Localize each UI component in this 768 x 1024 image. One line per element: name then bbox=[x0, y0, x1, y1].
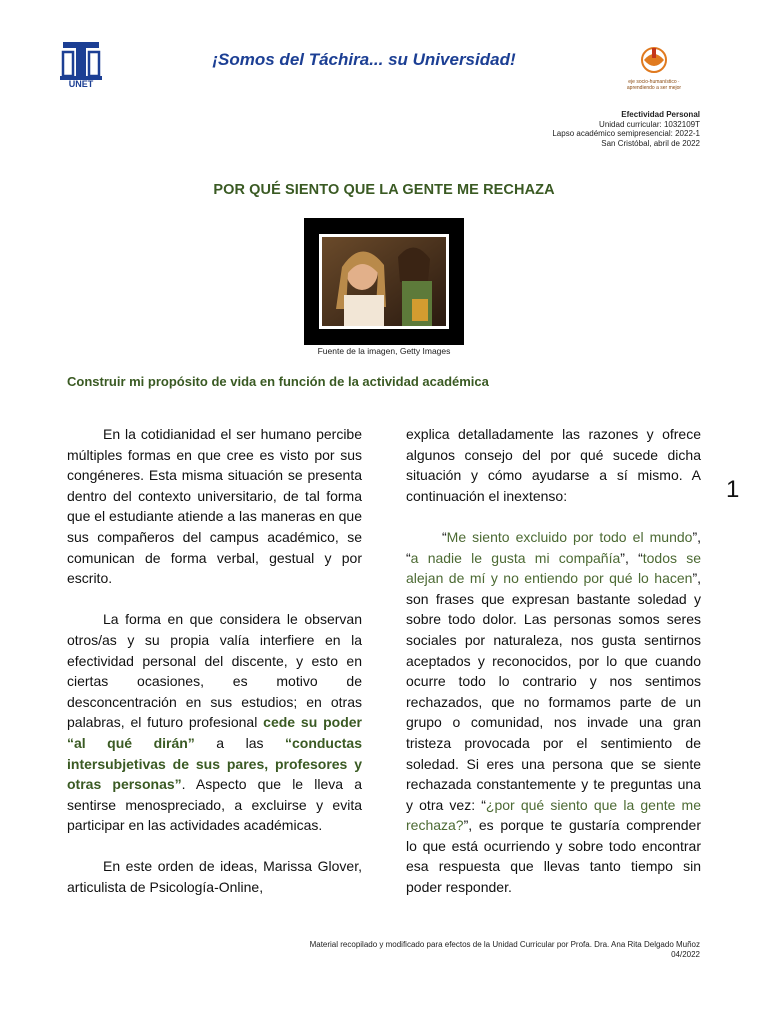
quote-1: Me siento excluido por todo el mundo bbox=[446, 528, 693, 545]
banner-slogan bbox=[208, 42, 520, 78]
text-column-right bbox=[406, 424, 701, 898]
course-period: Lapso académico semipresencial: 2022-1 bbox=[552, 129, 700, 138]
quote-4: ¿por qué siento que la gente me rechaza? bbox=[406, 796, 702, 834]
paragraph-2 bbox=[67, 609, 362, 836]
quote-3: todos se alejan de mí y no entiendo por qué lo hacen bbox=[406, 549, 701, 587]
course-meta bbox=[552, 110, 700, 148]
footer-credit: Material recopilado y modificado para efectos de la Unidad Curricular por Profa. Dra. Ana Rita Delgado Muñoz bbox=[309, 940, 700, 949]
text-column-left bbox=[67, 424, 362, 898]
paragraph-2-text-c: a las bbox=[194, 734, 285, 751]
paragraph-5-sep-1: ”, “ bbox=[406, 528, 701, 566]
article-photo bbox=[304, 218, 464, 345]
article-title: POR QUÉ SIENTO QUE LA GENTE ME RECHAZA bbox=[213, 182, 555, 198]
socio-humanistic-logo bbox=[626, 46, 682, 94]
article-subtitle: Construir mi propósito de vida en función de la actividad académica bbox=[67, 374, 489, 389]
footer-date: 04/2022 bbox=[671, 950, 700, 959]
paragraph-3: En este orden de ideas, Marissa Glover, articulista de Psicología-Online, bbox=[67, 858, 362, 896]
paragraph-5 bbox=[406, 527, 701, 898]
paragraph-5-text-c: ”, es porque te gustaría comprender lo que está ocurriendo y sobre todo encontrar esa respuesta que llevas tanto tiempo sin poder responder. bbox=[406, 817, 701, 896]
banner-text: ¡Somos del Táchira... su Universidad! bbox=[212, 50, 516, 69]
paragraph-4: explica detalladamente las razones y ofrece algunos consejo del por qué sucede dicha situación y cómo ayudarse a sí mismo. A continuación el inextenso: bbox=[406, 426, 701, 504]
quote-2: a nadie le gusta mi compañía bbox=[410, 549, 621, 566]
photo-frame bbox=[319, 234, 449, 329]
course-name: Efectividad Personal bbox=[621, 110, 700, 119]
paragraph-5-sep-2: ”, “ bbox=[620, 549, 643, 566]
paragraph-2-text-e: . Aspecto que le lleva a sentirse menospreciado, a excluirse y evita participar en las actividades académicas. bbox=[67, 776, 362, 834]
paragraph-5-text-b: ”, son frases que expresan bastante soledad y sobre todo dolor. Las personas somos seres sociales por naturaleza, nos gusta sentirnos aceptados y reconocidos, por lo que cuando ocurre todo lo contrario y nos sentimos rechazados, que no formamos parte de un grupo o comunidad, nos invade una gran tristeza provocada por el sentimiento de soledad. Si eres una persona que se siente rechazada constantemente y te preguntas una y otra vez: “ bbox=[406, 570, 701, 813]
paragraph-1: En la cotidianidad el ser humano percibe múltiples formas en que cree es visto por sus congéneres. Esta misma situación se presenta dentro del contexto universitario, de tal forma que el estudiante atiende a las maneras en que sus compañeros del campus académico, se comunican de forma verbal, gestual y por escrito. bbox=[67, 426, 362, 587]
paragraph-2-text-a: La forma en que considera le observan otros/as y su propia valía interfiere en la efectividad personal del discente, y esto en ciertas ocasiones, es motivo de desconcentración en sus estudios; en otras palabras, el futuro profesional bbox=[67, 611, 362, 731]
unet-logo bbox=[60, 42, 102, 90]
paragraph-5-open: “ bbox=[442, 528, 447, 545]
page-number: 1 bbox=[726, 476, 740, 503]
image-caption: Fuente de la imagen, Getty Images bbox=[317, 346, 451, 356]
course-place-date: San Cristóbal, abril de 2022 bbox=[601, 138, 700, 148]
paragraph-2-highlight-1: cede su poder “al qué dirán” bbox=[67, 714, 363, 751]
course-unit: Unidad curricular: 1032109T bbox=[599, 119, 700, 129]
paragraph-2-highlight-2: “conductas intersubjetivas de sus pares, profesores y otras personas” bbox=[67, 734, 362, 793]
photo-illustration bbox=[322, 237, 446, 326]
socio-humanistic-logo-label: eje socio-humanístico · aprendiendo a ser mejor bbox=[626, 79, 682, 91]
footer bbox=[310, 940, 700, 960]
unet-logo-label: UNET bbox=[68, 79, 94, 89]
